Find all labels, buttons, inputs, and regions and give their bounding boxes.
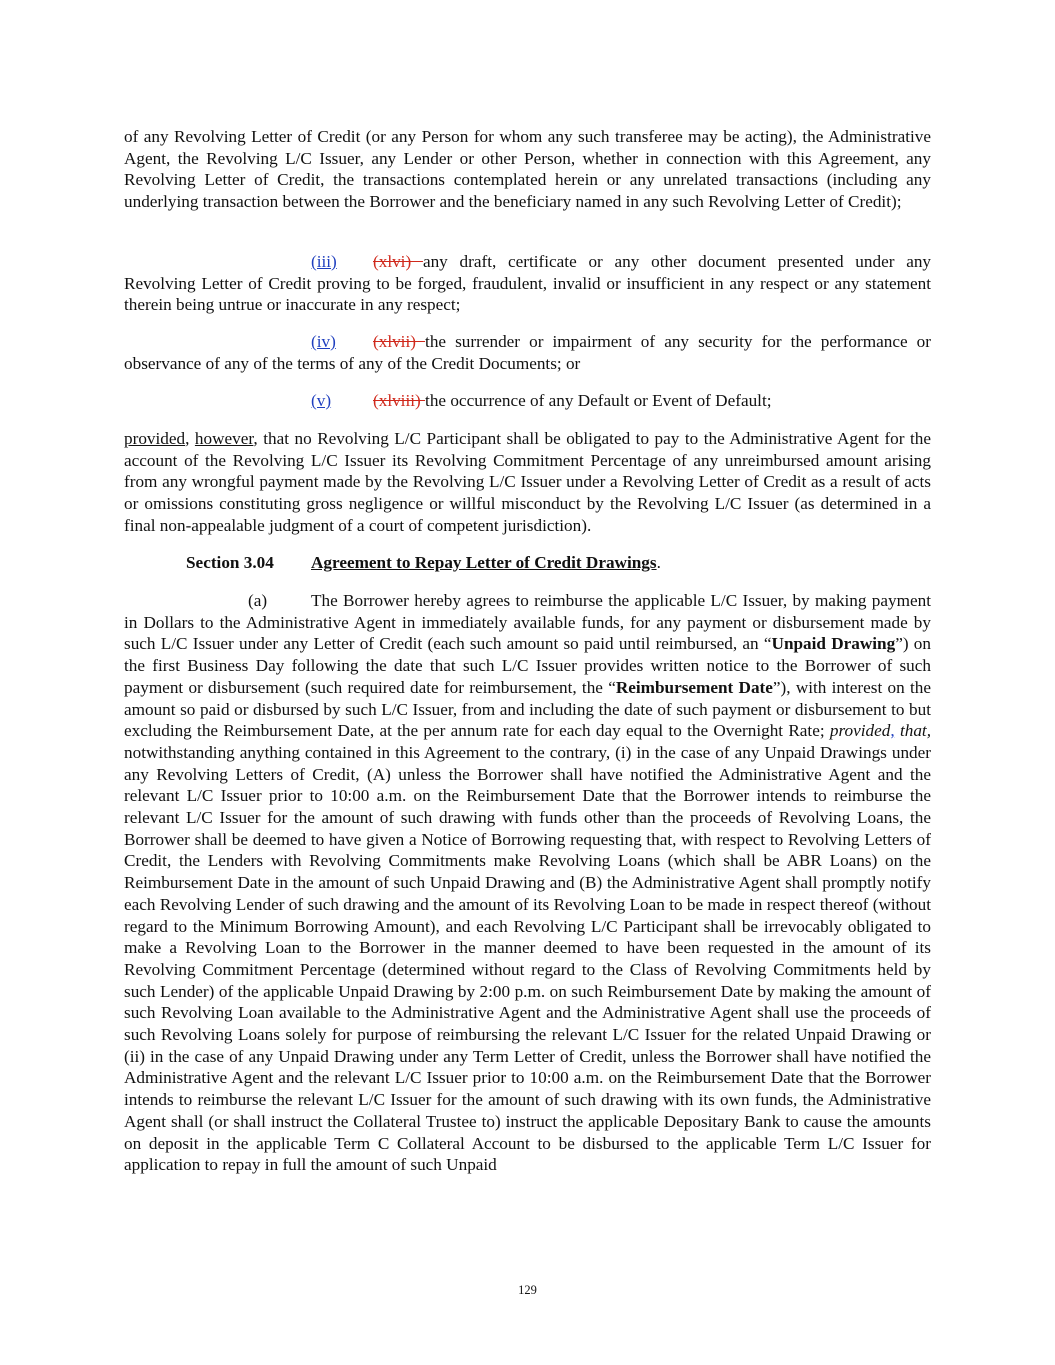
clause-text: the occurrence of any Default or Event of Default; — [425, 391, 772, 410]
proviso-paragraph — [124, 428, 931, 537]
paragraph-text: ”) on the first Business Day following the date that such L/C Issuer provides written notice to the Borrower of such payment or disbursement (such required date for reimbursement, the “ — [124, 634, 931, 697]
provided-italic: provided — [829, 721, 891, 741]
paragraph-text: The Borrower hereby agrees to reimburse the applicable L/C Issuer, by making payment in Dollars to the Administrative Agent in immediately available funds, for any payment or disbursement made by such L/C Issuer under any Letter of Credit (each such amount so paid until reimbursed, an “ — [124, 591, 931, 654]
paragraph-label: (a) — [248, 591, 268, 610]
comma: , — [185, 429, 190, 448]
provided-term: provided — [124, 429, 186, 448]
paragraph-a — [124, 590, 931, 1176]
inserted-comma: , — [890, 721, 895, 741]
section-title-period: . — [656, 553, 661, 572]
page-number: 129 — [518, 1283, 537, 1297]
clause-iv — [124, 331, 931, 374]
section-title: Agreement to Repay Letter of Credit Drawings — [311, 553, 657, 572]
however-term: however — [194, 429, 254, 448]
clause-text: the surrender or impairment of any security for the performance or observance of any of the terms of any of the Credit Documents; or — [124, 332, 931, 373]
inserted-clause-number: (v) — [311, 391, 332, 410]
clause-iii — [124, 251, 931, 316]
that-italic: that, — [894, 721, 931, 741]
defined-term-reimbursement-date: Reimbursement Date — [615, 677, 773, 697]
paragraph-text: ”), with interest on the amount so paid or disbursed by such L/C Issuer, from and including the date of such payment or disbursement to but excluding the Reimbursement Date, at the per annum rate for each day equal to the Overnight Rate; — [124, 677, 931, 741]
section-number: Section 3.04 — [186, 553, 274, 572]
inserted-clause-number: (iv) — [311, 332, 336, 351]
defined-term-unpaid-drawing: Unpaid Drawing — [771, 634, 896, 654]
paragraph-text: notwithstanding anything contained in this Agreement to the contrary, (i) in the case of any Unpaid Drawings under any Revolving Letters of Credit, (A) unless the Borrower shall have notified the Administrative Agent and the relevant L/C Issuer prior to 10:00 a.m. on the Reimbursement Date that the Borrower intends to reimburse the relevant L/C Issuer for the amount of such drawing with funds other than the proceeds of Revolving Loans, the Borrower shall be deemed to have given a Notice of Borrowing requesting that, with respect to Revolving Letters of Credit, the Lenders with Revolving Commitments make Revolving Loans (which shall be ABR Loans) on the Reimbursement Date in the amount of such Unpaid Drawing and (B) the Administrative Agent shall promptly notify each Revolving Lender of such drawing and the amount of its Revolving Loan to be made in respect thereof (without regard to the Minimum Borrowing Amount), and each Revolving L/C Participant shall be irrevocably obligated to make a Revolving Loan to the Borrower in the manner deemed to have been requested in the amount of its Revolving Commitment Percentage (determined without regard to the Class of Revolving Commitments held by such Lender) of the applicable Unpaid Drawing by 2:00 p.m. on such Reimbursement Date by making the amount of such Revolving Loan available to the Administrative Agent and the Administrative Agent shall use the proceeds of such Revolving Loans solely for purpose of reimbursing the relevant L/C Issuer for the related Unpaid Drawing or (ii) in the case of any Unpaid Drawing under any Term Letter of Credit, unless the Borrower shall have notified the Administrative Agent and the relevant L/C Issuer prior to 10:00 a.m. on the Reimbursement Date that the Borrower intends to reimburse the relevant L/C Issuer for the amount of such drawing with its own funds, the Administrative Agent shall (or shall instruct the Collateral Trustee to) instruct the applicable Depositary Bank to cause the amounts on deposit in the applicable Term C Collateral Account to be disbursed to the applicable Term L/C Issuer for application to repay in full the amount of such Unpaid — [124, 742, 931, 1175]
continuation-paragraph — [124, 126, 931, 213]
section-heading — [186, 552, 661, 574]
deleted-clause-number: (xlvi) — [373, 252, 423, 271]
clause-v — [124, 390, 931, 412]
deleted-clause-number: (xlvii) — [373, 332, 426, 351]
deleted-clause-number: (xlviii) — [373, 391, 426, 410]
inserted-clause-number: (iii) — [311, 252, 337, 271]
proviso-text: , that no Revolving L/C Participant shall be obligated to pay to the Administrative Agent for the account of the Revolving L/C Issuer its Revolving Commitment Percentage of any unreimbursed amount arising from any wrongful payment made by the Revolving L/C Issuer under a Revolving Letter of Credit as a result of acts or omissions constituting gross negligence or willful misconduct by the Revolving L/C Issuer (as determined in a final non-appealable judgment of a court of competent jurisdiction). — [124, 429, 932, 535]
body-text: of any Revolving Letter of Credit (or any Person for whom any such transferee may be acting), the Administrative Agent, the Revolving L/C Issuer, any Lender or other Person, whether in connection with this Agreement, any Revolving Letter of Credit, the transactions contemplated herein or any unrelated transactions (including any underlying transaction between the Borrower and the beneficiary named in any such Revolving Letter of Credit); — [124, 127, 931, 212]
clause-text: any draft, certificate or any other document presented under any Revolving Letter of Credit proving to be forged, fraudulent, invalid or insufficient in any respect or any statement therein being untrue or inaccurate in any respect; — [124, 252, 932, 315]
